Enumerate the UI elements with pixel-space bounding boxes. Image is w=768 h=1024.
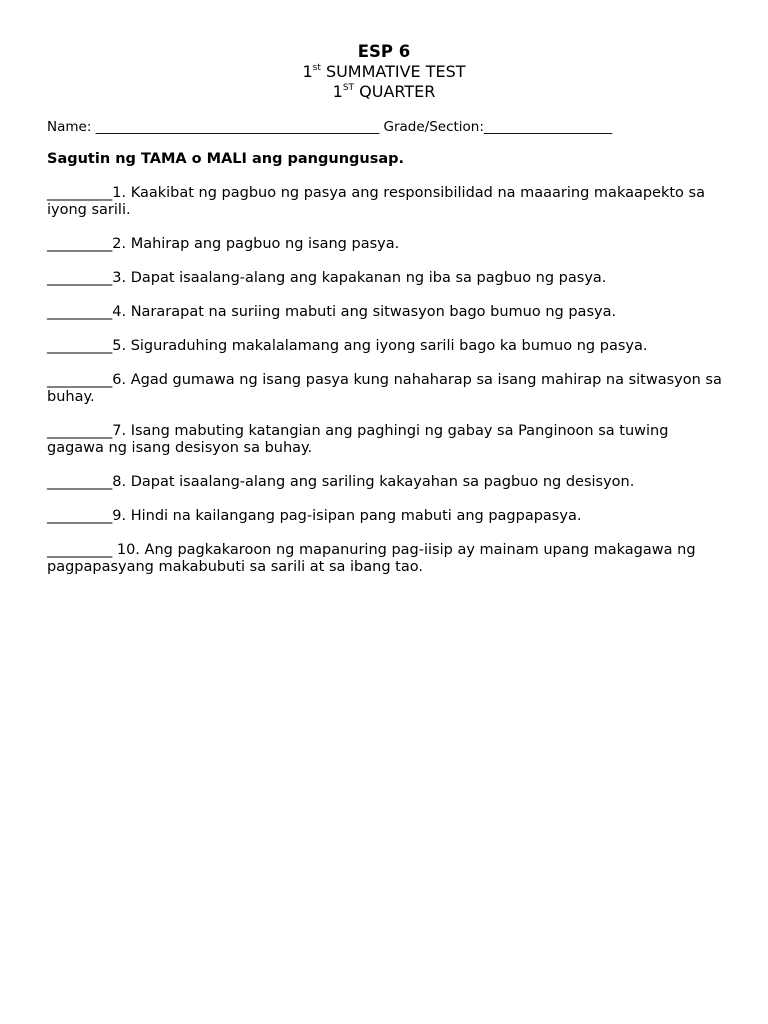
- question-item-9: _________9. Hindi na kailangang pag-isipan pang mabuti ang pagpapasya.: [47, 508, 582, 524]
- quarter-number: 1: [332, 82, 343, 101]
- question-item-8: _________8. Dapat isaalang-alang ang sariling kakayahan sa pagbuo ng desisyon.: [47, 474, 635, 490]
- question-item-2: _________2. Mahirap ang pagbuo ng isang pasya.: [47, 236, 400, 252]
- name-blank: __________________________________________: [95, 119, 380, 135]
- test-label: SUMMATIVE TEST: [325, 62, 466, 81]
- question-item-4: _________4. Nararapat na suriing mabuti ang sitwasyon bago bumuo ng pasya.: [47, 304, 617, 320]
- name-grade-row: [47, 119, 612, 135]
- quarter-title: [0, 82, 768, 102]
- question-item-5: _________5. Siguraduhing makalalamang ang iyong sarili bago ka bumuo ng pasya.: [47, 338, 648, 354]
- quarter-label: QUARTER: [359, 82, 436, 101]
- test-ordinal-suffix: st: [312, 63, 321, 73]
- document-header: [0, 42, 768, 102]
- name-label: Name:: [47, 119, 92, 135]
- grade-section-blank: ___________________: [483, 119, 613, 135]
- question-item-3: _________3. Dapat isaalang-alang ang kapakanan ng iba sa pagbuo ng pasya.: [47, 270, 607, 286]
- test-number: 1: [302, 62, 313, 81]
- grade-section-label: Grade/Section:: [383, 119, 484, 135]
- question-item-10: _________ 10. Ang pagkakaroon ng mapanuring pag-iisip ay mainam upang makagawa ng pagpapasyang makabubuti sa sarili at sa ibang tao.: [47, 542, 696, 575]
- test-title: [0, 62, 768, 82]
- question-item-1: _________1. Kaakibat ng pagbuo ng pasya ang responsibilidad na maaaring makaapekto sa iyong sarili.: [47, 185, 705, 218]
- instruction-text: Sagutin ng TAMA o MALI ang pangungusap.: [47, 151, 405, 167]
- question-list: [47, 185, 727, 593]
- subject-title: ESP 6: [357, 42, 411, 61]
- question-item-7: _________7. Isang mabuting katangian ang paghingi ng gabay sa Panginoon sa tuwing gagawa ng isang desisyon sa buhay.: [47, 423, 669, 456]
- quarter-ordinal-suffix: ST: [342, 83, 355, 93]
- question-item-6: _________6. Agad gumawa ng isang pasya kung nahaharap sa isang mahirap na sitwasyon sa buhay.: [47, 372, 722, 405]
